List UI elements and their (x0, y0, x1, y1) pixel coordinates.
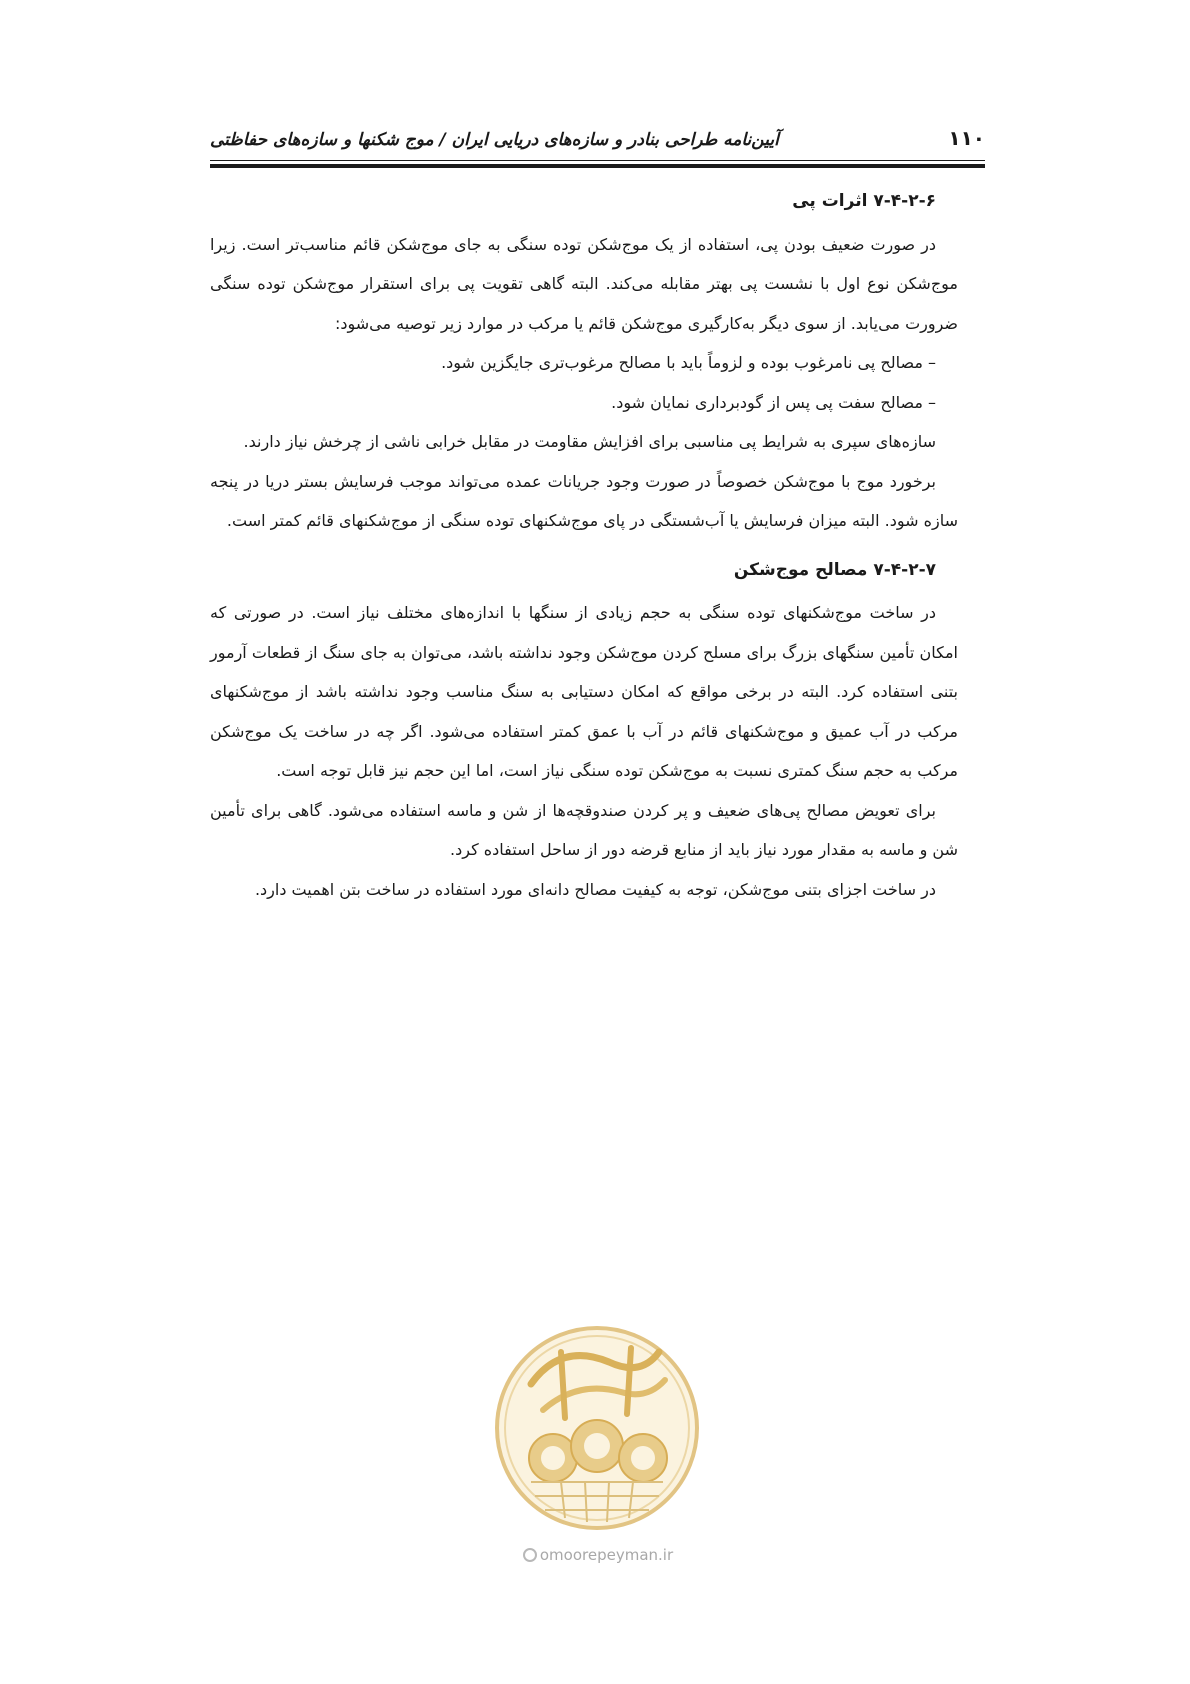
paragraph: در ساخت موج‌شکنهای توده سنگی به حجم زیادی از سنگها با اندازه‌های مختلف نیاز است. در صورتی که امکان تأمین سنگهای بزرگ برای مسلح کردن موج‌شکن وجود نداشته باشد، می‌توان به جای سنگ از قطعات آرمور بتنی استفاده کرد. البته در برخی مواقع که امکان دستیابی به سنگ مناسب وجود نداشته باشد از موج‌شکنهای مرکب در آب عمیق و موج‌شکنهای قائم در آب با عمق کمتر استفاده می‌شود. اگر چه در ساخت یک موج‌شکن مرکب به حجم سنگ کمتری نسبت به موج‌شکن توده سنگی نیاز است، اما این حجم نیز قابل توجه است. (210, 603, 958, 780)
bullet-item: – مصالح پی نامرغوب بوده و لزوماً باید با مصالح مرغوب‌تری جایگزین شود. (441, 353, 936, 372)
paragraph: برخورد موج با موج‌شکن خصوصاً در صورت وجود جریانات عمده می‌تواند موجب فرسایش بستر دریا در پنجه سازه شود. البته میزان فرسایش یا آب‌شستگی در پای موج‌شکنهای توده سنگی از موج‌شکنهای قائم کمتر است. (210, 471, 958, 530)
paragraph: در صورت ضعیف بودن پی، استفاده از یک موج‌شکن توده سنگی به جای موج‌شکن قائم مناسب‌تر است. زیرا موج‌شکن نوع اول با نشست پی بهتر مقابله می‌کند. البته گاهی تقویت پی برای استقرار موج‌شکن توده سنگی ضرورت می‌یابد. از سوی دیگر به‌کارگیری موج‌شکن قائم یا مرکب در موارد زیر توصیه می‌شود: (210, 234, 958, 333)
header-rule-thin (210, 160, 985, 161)
url-text: omoorepeyman.ir (539, 1546, 674, 1564)
section-heading: ۷-۴-۲-۷ مصالح موج‌شکن (733, 559, 936, 580)
section-heading: ۷-۴-۲-۶ اثرات پی (792, 191, 936, 211)
page-header (210, 126, 985, 150)
at-sign-icon (523, 1548, 537, 1562)
watermark-seal (491, 1322, 703, 1534)
page-number: ۱۱۰ (948, 126, 985, 150)
paragraph: در ساخت اجزای بتنی موج‌شکن، توجه به کیفیت مصالح دانه‌ای مورد استفاده در ساخت بتن اهمیت دارد. (254, 879, 936, 899)
paragraph: سازه‌های سپری به شرایط پی مناسبی برای افزایش مقاومت در مقابل خرابی ناشی از چرخش نیاز دارند. (243, 432, 936, 451)
paragraph: برای تعویض مصالح پی‌های ضعیف و پر کردن صندوقچه‌ها از شن و ماسه استفاده می‌شود. گاهی برای تأمین شن و ماسه به مقدار مورد نیاز باید از منابع قرضه دور از ساحل استفاده کرد. (210, 800, 958, 859)
bullet-item: – مصالح سفت پی پس از گودبرداری نمایان شود. (611, 392, 936, 412)
watermark-url (478, 1546, 718, 1564)
body-text (210, 182, 958, 909)
seal-logo-icon (491, 1322, 703, 1534)
header-rule-thick (210, 164, 985, 168)
running-title: آیین‌نامه طراحی بنادر و سازه‌های دریایی ایران / موج شکنها و سازه‌های حفاظتی (210, 130, 779, 150)
